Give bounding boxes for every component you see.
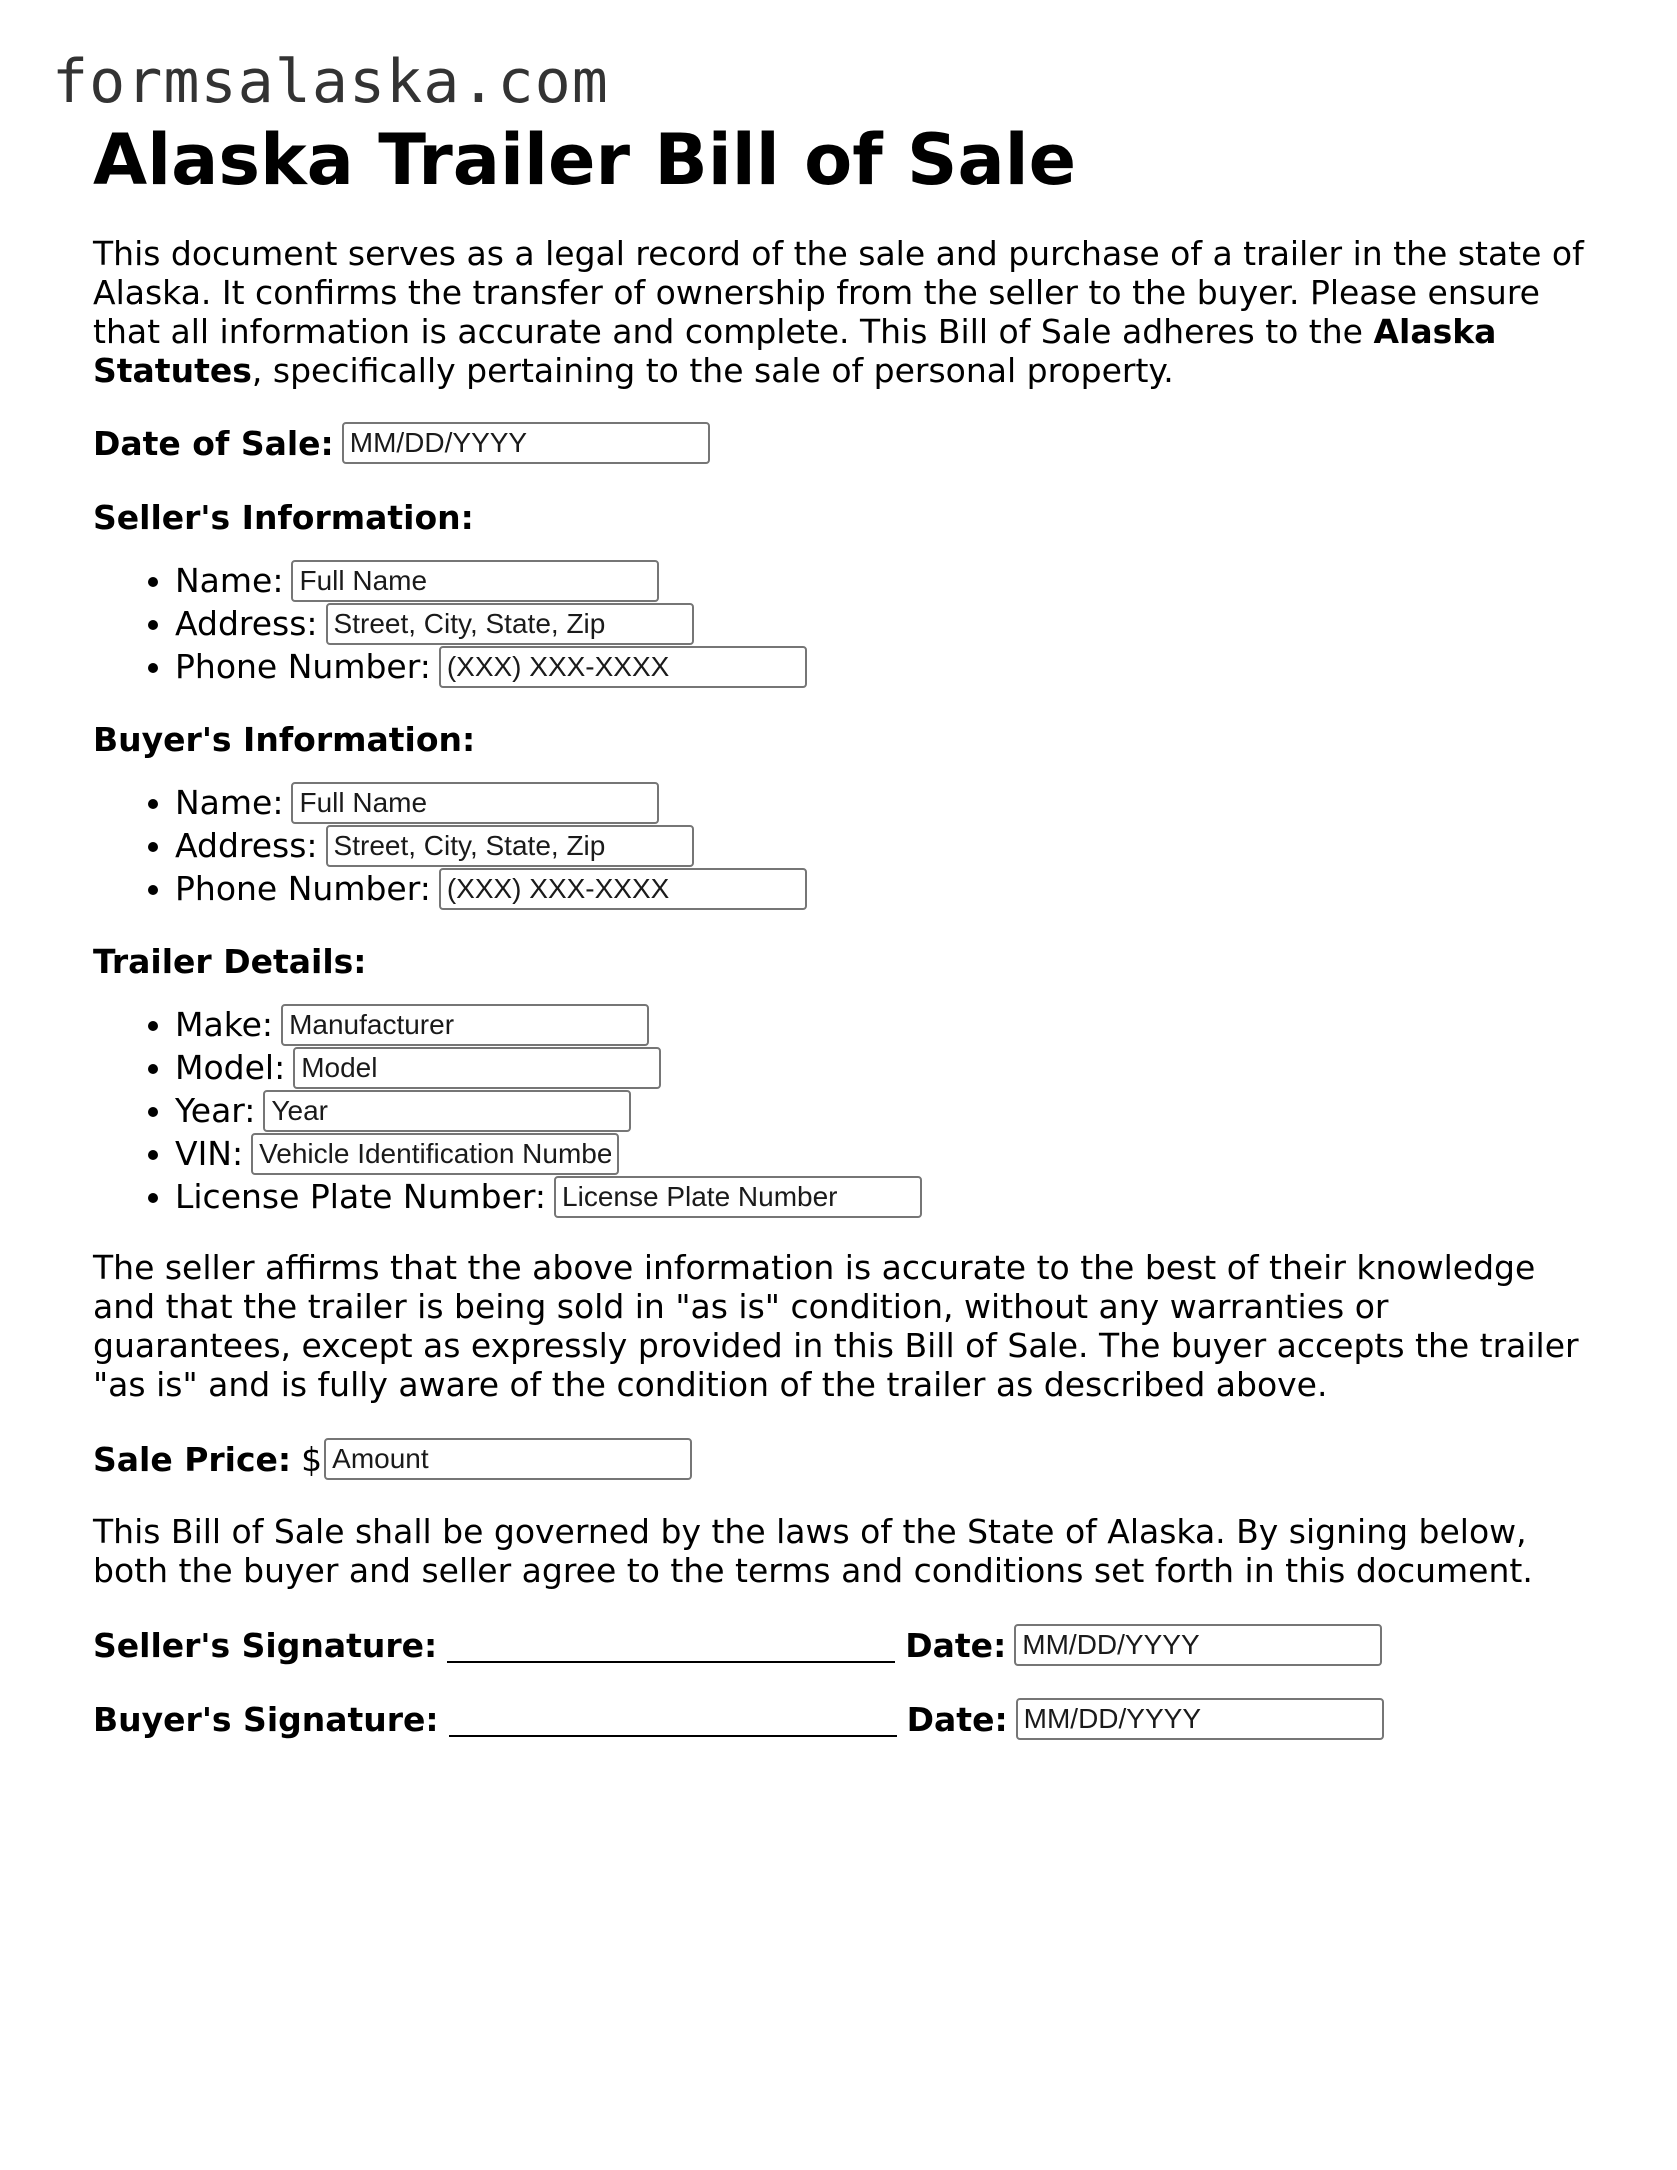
seller-phone-input[interactable]: [439, 646, 807, 688]
sale-price-input[interactable]: [324, 1438, 692, 1480]
list-item: [175, 824, 1593, 867]
seller-info-heading: Seller's Information:: [93, 498, 474, 537]
list-item: [175, 1132, 1593, 1175]
sale-price-label: Sale Price:: [93, 1439, 292, 1479]
seller-date-input[interactable]: [1014, 1624, 1382, 1666]
buyer-info-heading: Buyer's Information:: [93, 720, 476, 759]
affirmation-paragraph: The seller affirms that the above information is accurate to the best of their knowledge and that the trailer is being sold in "as is" condition, without any warranties or guarantees, except as expressly provided in this Bill of Sale. The buyer accepts the trailer "as is" and is fully aware of the condition of the trailer as described above.: [93, 1248, 1579, 1404]
date-of-sale-row: [93, 422, 1593, 464]
trailer-details-heading: Trailer Details:: [93, 942, 367, 981]
seller-name-input[interactable]: [291, 560, 659, 602]
buyer-name-input[interactable]: [291, 782, 659, 824]
list-item: [175, 1175, 1593, 1218]
buyer-address-label: • Address:: [175, 826, 318, 865]
intro-paragraph: [93, 234, 1593, 390]
buyer-signature-label: Buyer's Signature:: [93, 1699, 439, 1739]
trailer-year-input[interactable]: [263, 1090, 631, 1132]
buyer-address-input[interactable]: [326, 825, 694, 867]
buyer-date-label: Date:: [906, 1699, 1008, 1739]
trailer-model-label: • Model:: [175, 1048, 286, 1087]
document-body: [93, 118, 1593, 1740]
list-item: [175, 1046, 1593, 1089]
intro-text-before: This document serves as a legal record of the sale and purchase of a trailer in the state of Alaska. It confirms the transfer of ownership from the seller to the buyer. Please ensure that all information is accurate and complete. This Bill of Sale adheres to the: [93, 234, 1584, 351]
trailer-details-list: [93, 1003, 1593, 1218]
page-title: Alaska Trailer Bill of Sale: [93, 119, 1077, 201]
trailer-year-label: • Year:: [175, 1091, 256, 1130]
buyer-phone-input[interactable]: [439, 868, 807, 910]
buyer-date-input[interactable]: [1016, 1698, 1384, 1740]
seller-name-label: • Name:: [175, 561, 284, 600]
seller-info-list: [93, 559, 1593, 688]
list-item: [175, 1089, 1593, 1132]
intro-text-after: , specifically pertaining to the sale of personal property.: [251, 351, 1174, 390]
list-item: [175, 645, 1593, 688]
list-item: [175, 559, 1593, 602]
trailer-plate-input[interactable]: [554, 1176, 922, 1218]
governing-law-paragraph: This Bill of Sale shall be governed by the laws of the State of Alaska. By signing below, both the buyer and seller agree to the terms and conditions set forth in this document.: [93, 1512, 1533, 1590]
trailer-make-label: • Make:: [175, 1005, 274, 1044]
seller-signature-line[interactable]: [447, 1627, 895, 1663]
seller-signature-row: [93, 1624, 1593, 1666]
trailer-vin-input[interactable]: [251, 1133, 619, 1175]
trailer-model-input[interactable]: [293, 1047, 661, 1089]
list-item: [175, 1003, 1593, 1046]
date-of-sale-label: Date of Sale:: [93, 423, 334, 463]
intro-bold-statutes: Alaska Statutes: [93, 312, 1497, 390]
currency-symbol: $: [301, 1439, 323, 1479]
buyer-info-list: [93, 781, 1593, 910]
buyer-signature-line[interactable]: [449, 1701, 897, 1737]
seller-address-label: • Address:: [175, 604, 318, 643]
date-of-sale-input[interactable]: [342, 422, 710, 464]
seller-date-label: Date:: [905, 1625, 1007, 1665]
trailer-make-input[interactable]: [281, 1004, 649, 1046]
site-watermark: formsalaska.com: [52, 47, 609, 117]
list-item: [175, 602, 1593, 645]
seller-phone-label: • Phone Number:: [175, 647, 431, 686]
buyer-name-label: • Name:: [175, 783, 284, 822]
buyer-phone-label: • Phone Number:: [175, 869, 431, 908]
buyer-signature-row: [93, 1698, 1593, 1740]
list-item: [175, 867, 1593, 910]
seller-signature-label: Seller's Signature:: [93, 1625, 438, 1665]
sale-price-row: [93, 1438, 1593, 1480]
trailer-plate-label: • License Plate Number:: [175, 1177, 547, 1216]
trailer-vin-label: • VIN:: [175, 1134, 244, 1173]
list-item: [175, 781, 1593, 824]
seller-address-input[interactable]: [326, 603, 694, 645]
